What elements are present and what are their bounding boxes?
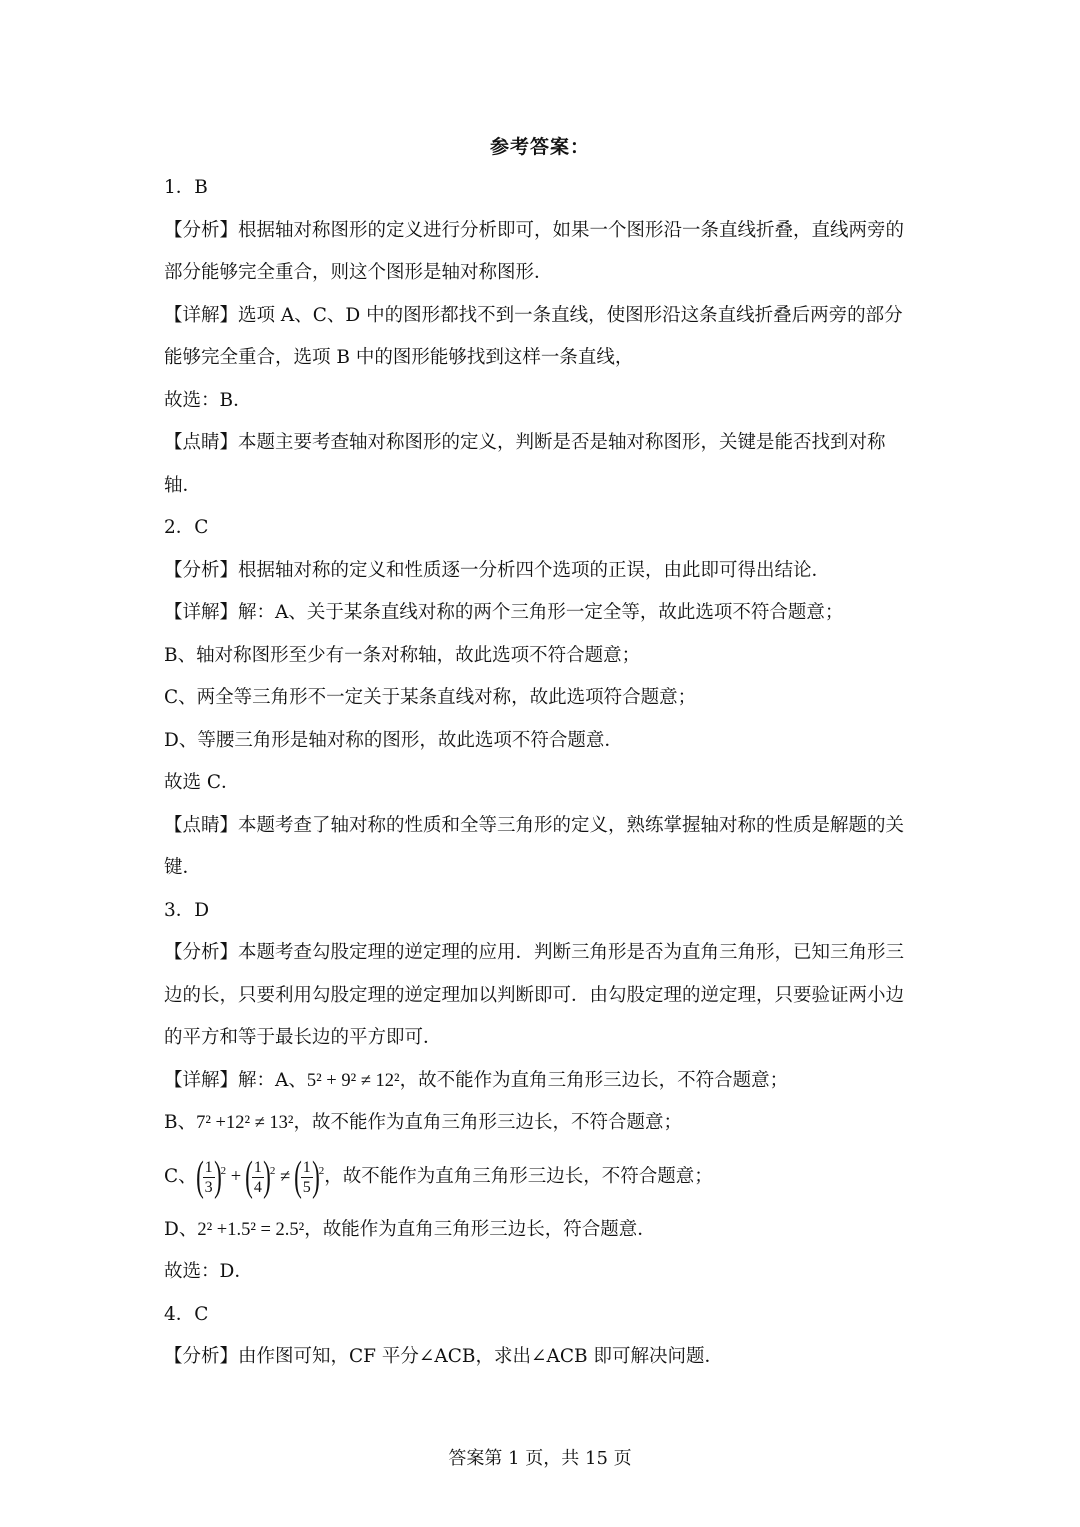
text-line: 【点睛】本题主要考查轴对称图形的定义，判断是否是轴对称图形，关键是能否找到对称 xyxy=(164,432,886,453)
q3-a-suffix: ，故不能作为直角三角形三边长，不符合题意； xyxy=(399,1069,789,1091)
fraction: $\frac{1}{3}$ xyxy=(204,1158,213,1196)
text-line: 的平方和等于最长边的平方即可． xyxy=(164,1027,442,1048)
text-line: 键． xyxy=(164,857,202,878)
q3-a-prefix: 【详解】解：A、 xyxy=(164,1069,307,1091)
fraction: $\frac{1}{5}$ xyxy=(302,1158,311,1196)
q3-d-prefix: D、 xyxy=(164,1218,198,1240)
fraction: $\frac{1}{4}$ xyxy=(253,1158,262,1196)
text-line: C、两全等三角形不一定关于某条直线对称，故此选项符合题意； xyxy=(164,687,697,708)
text-line: 3．D xyxy=(164,899,210,921)
text-line: 4．C xyxy=(164,1303,209,1325)
text-line: 2．C xyxy=(164,517,209,538)
text-line: 故选 C． xyxy=(164,772,240,793)
text-line: 【点睛】本题考查了轴对称的性质和全等三角形的定义，熟练掌握轴对称的性质是解题的关 xyxy=(164,814,905,836)
text-line: 部分能够完全重合，则这个图形是轴对称图形． xyxy=(164,262,553,283)
q3-c-formula: ( $\frac{1}{3}$ )$^2$ + ( $\frac{1}{4}$ )$^2$ ≠ ( $\frac{1}{5}$ )$^2$ xyxy=(195,1154,325,1201)
q3-option-d xyxy=(164,1209,924,1252)
text-line: B、轴对称图形至少有一条对称轴，故此选项不符合题意； xyxy=(164,644,641,666)
text-line: 【分析】根据轴对称的定义和性质逐一分析四个选项的正误，由此即可得出结论． xyxy=(164,559,831,581)
text-line: 【详解】选项 A、C、D 中的图形都找不到一条直线，使图形沿这条直线折叠后两旁的部分 xyxy=(164,304,903,326)
text-line: 【分析】由作图可知，CF 平分∠ACB，求出∠ACB 即可解决问题． xyxy=(164,1346,723,1367)
text-line: D、等腰三角形是轴对称的图形，故此选项不符合题意． xyxy=(164,729,623,751)
q3-b-formula: 7² +12² ≠ 13² xyxy=(196,1113,294,1133)
q3-c-prefix: C、 xyxy=(164,1165,197,1187)
text-line: 轴． xyxy=(164,474,202,496)
q3-a-formula: 5² + 9² ≠ 12² xyxy=(306,1070,400,1091)
q3-option-a xyxy=(164,1060,924,1103)
q3-conclusion: 故选：D． xyxy=(164,1261,253,1282)
text-line: 能够完全重合，选项 B 中的图形能够找到这样一条直线， xyxy=(164,347,634,368)
text-line: 【详解】解：A、关于某条直线对称的两个三角形一定全等，故此选项不符合题意； xyxy=(164,602,844,623)
text-line: 【分析】根据轴对称图形的定义进行分析即可，如果一个图形沿一条直线折叠，直线两旁的 xyxy=(164,219,905,241)
page-title: 参考答案： xyxy=(489,136,590,158)
page-footer: 答案第 1 页，共 15 页 xyxy=(448,1448,632,1469)
text-line: 故选：B． xyxy=(164,389,252,411)
q3-b-suffix: ，故不能作为直角三角形三边长，不符合题意； xyxy=(293,1112,682,1133)
q3-b-prefix: B、 xyxy=(164,1112,197,1133)
q3-option-c xyxy=(164,1145,924,1209)
q3-option-b xyxy=(164,1102,924,1145)
q3-c-suffix: ，故不能作为直角三角形三边长，不符合题意； xyxy=(324,1165,713,1187)
text-line: 1．B xyxy=(164,177,208,198)
answer-content xyxy=(164,167,924,1379)
q3-d-formula: 2² +1.5² = 2.5² xyxy=(197,1219,305,1240)
text-line: 【分析】本题考查勾股定理的逆定理的应用．判断三角形是否为直角三角形，已知三角形三 xyxy=(164,942,905,963)
q3-d-suffix: ，故能作为直角三角形三边长，符合题意． xyxy=(304,1218,656,1240)
text-line: 边的长，只要利用勾股定理的逆定理加以判断即可．由勾股定理的逆定理，只要验证两小边 xyxy=(164,984,905,1006)
